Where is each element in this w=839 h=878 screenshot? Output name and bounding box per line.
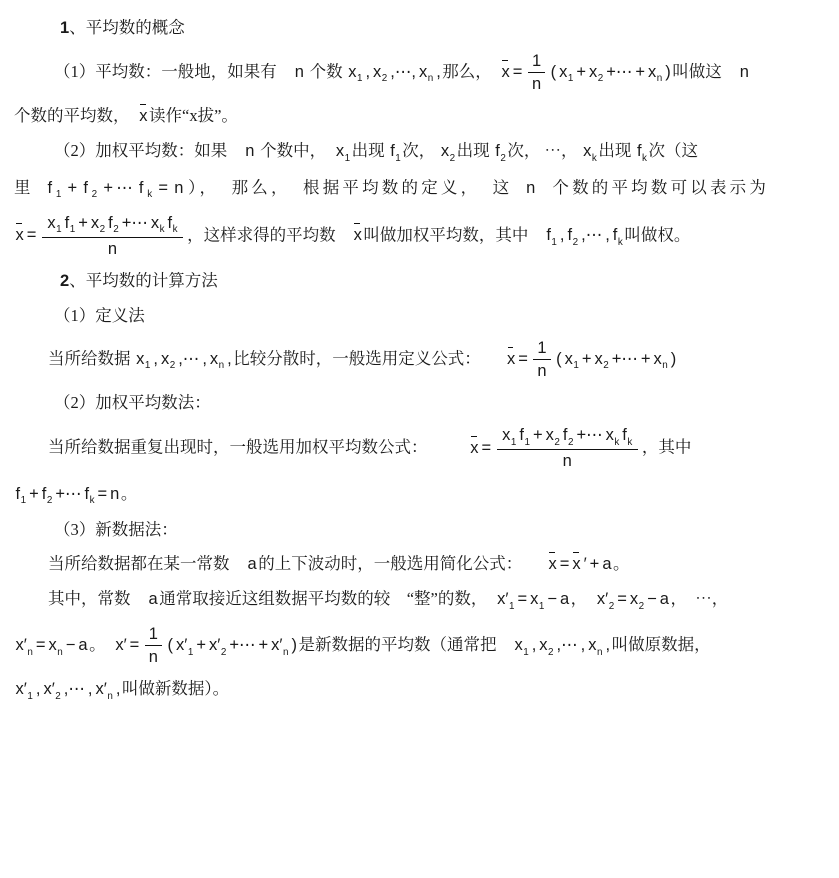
subscript: 1 (344, 152, 351, 164)
text-run: （3）新数据法： (54, 520, 178, 540)
math-token: = (559, 555, 570, 574)
math-run (582, 142, 599, 164)
math-token: + (576, 62, 587, 81)
subscript: n (656, 73, 663, 85)
para-6-line-2 (14, 624, 833, 667)
subscript: 2 (608, 600, 615, 612)
x-bar-symbol: x (470, 437, 478, 461)
subscript: n (57, 646, 63, 658)
math-token: , (35, 680, 41, 699)
math-token: $f_2$ (108, 213, 119, 236)
subscript: 1 (551, 236, 557, 248)
math-token: + (29, 484, 39, 503)
text-run: 个数 (305, 61, 347, 81)
math-token: $x_1$ (335, 142, 351, 164)
math-token: = (617, 590, 627, 609)
math-token: n (294, 62, 304, 81)
math-token: +⋯ (121, 213, 148, 232)
text-run: 。 (120, 483, 138, 503)
text-run: 叫做权。 (624, 225, 691, 245)
math-run (334, 142, 351, 164)
math-token: , (605, 226, 610, 245)
math-token: ( (167, 636, 173, 655)
math-token: $f_2$ (41, 484, 53, 507)
subscript: 2 (572, 236, 579, 248)
text-run: 叫做新数据）。 (121, 679, 230, 699)
text-run: 个数的平均数可以表示为 (540, 177, 770, 197)
math-token: = (129, 636, 140, 655)
math-token: , (365, 62, 371, 81)
math-run (46, 178, 188, 201)
math-token: $x'_1$ (497, 590, 515, 612)
subscript: 2 (169, 360, 176, 372)
subscript: 1 (356, 73, 363, 85)
heading-2 (14, 269, 833, 294)
math-fraction (528, 51, 545, 94)
fraction-denominator: n (107, 239, 118, 258)
math-token: $x'_2$ (596, 590, 615, 612)
subscript: 2 (91, 189, 101, 201)
math-token: − (647, 590, 657, 609)
math-run (500, 51, 672, 93)
math-run (496, 590, 571, 612)
subscript: 2 (597, 73, 604, 85)
text-run: 次， ⋯， (507, 141, 582, 161)
para-2-line-3 (14, 213, 833, 259)
math-token: = (26, 226, 37, 245)
math-token: ) (665, 62, 671, 81)
math-token: = (158, 178, 172, 197)
math-token: n (526, 178, 539, 197)
math-token: − (547, 590, 557, 609)
subscript: 2 (449, 152, 456, 164)
math-token: = (481, 438, 492, 457)
text-run: 。 (89, 635, 114, 655)
math-token: + (532, 426, 543, 445)
math-token: $x'_2$ (43, 680, 61, 702)
text-run: 出现 (598, 141, 636, 161)
math-token: $f_1$ (64, 213, 76, 236)
x-bar-symbol: x (572, 553, 580, 577)
math-run (389, 142, 403, 164)
subscript: n (662, 360, 668, 372)
math-token: = (35, 636, 46, 655)
text-run: （2）加权平均数法： (54, 393, 211, 413)
math-run (244, 142, 256, 160)
document-body (14, 6, 833, 714)
fraction-numerator: 1 (528, 51, 545, 73)
x-bar-symbol: x (354, 224, 362, 248)
math-run (138, 107, 149, 125)
math-run (547, 555, 613, 573)
text-run: 当所给数据 (48, 349, 135, 368)
math-token: n (110, 484, 120, 503)
subscript: 1 (395, 152, 401, 164)
math-token: ,⋯ (556, 636, 578, 655)
text-run: 。 (613, 554, 630, 574)
math-token: $f_2$ (567, 226, 579, 248)
math-token: , (153, 350, 158, 368)
math-token: n (174, 178, 187, 197)
text-run: （1）平均数：一般地，如果有 (54, 61, 294, 81)
text-run: 当所给数据重复出现时，一般选用加权平均数公式： (48, 437, 469, 457)
x-bar-symbol: x (507, 348, 515, 372)
subscript: 1 (523, 646, 529, 658)
math-token: , (559, 226, 565, 245)
math-fraction (145, 624, 162, 667)
math-run (494, 142, 508, 164)
math-token: ,⋯ (63, 680, 85, 699)
subscript: 2 (220, 646, 227, 658)
text-run: 出现 (351, 141, 389, 161)
math-token: , (202, 350, 207, 368)
subscript: 1 (510, 436, 517, 448)
subscript: n (282, 646, 289, 658)
math-token: $x_n$ (209, 350, 225, 372)
math-token: +⋯ (611, 350, 638, 368)
math-run (14, 213, 187, 258)
math-token: , (227, 350, 232, 368)
para-1-line-1 (14, 51, 833, 94)
bold-number: 1 (60, 19, 70, 37)
subscript: k (627, 436, 633, 448)
math-token: ′ (583, 555, 587, 574)
math-token: ) (291, 636, 297, 655)
math-token: $f_k$ (612, 226, 623, 248)
bold-number: 2 (60, 272, 70, 291)
text-run: 叫做这 (672, 61, 739, 81)
subscript: 2 (99, 224, 106, 236)
math-token: + (581, 350, 592, 368)
subscript: 1 (538, 600, 545, 612)
subscript: 1 (20, 495, 27, 507)
math-run (545, 226, 625, 248)
math-token: − (65, 636, 76, 655)
math-token: $x'_2$ (208, 636, 227, 658)
fraction-denominator: n (562, 452, 572, 471)
subscript: n (427, 73, 434, 85)
math-token: ) (670, 350, 677, 368)
subscript: 2 (567, 436, 574, 448)
text-run: ，这样求得的平均数 (187, 225, 353, 245)
para-2-line-1 (14, 139, 833, 166)
math-token: $f_1$ (390, 142, 401, 164)
math-token: $x_2$ (594, 350, 609, 372)
math-token: , (531, 636, 537, 655)
math-token: $f_1$ (546, 226, 557, 248)
math-run (469, 426, 642, 471)
x-bar-symbol: x (16, 224, 24, 248)
text-run: 读作“x拔”。 (149, 106, 238, 126)
math-token: +⋯ (606, 62, 633, 81)
math-token: $f_1$ (47, 178, 65, 201)
math-token: $f_k$ (622, 426, 633, 448)
text-run: ， (570, 589, 596, 609)
math-run (513, 636, 612, 658)
heading-1 (14, 16, 833, 41)
math-run (114, 625, 299, 666)
para-6-line-3 (14, 677, 833, 704)
subscript: k (172, 224, 178, 236)
math-run (506, 339, 678, 380)
text-run: 个数的平均数， (14, 106, 138, 126)
math-token: + (78, 213, 88, 232)
math-run (439, 142, 456, 164)
para-3-line-1 (14, 338, 833, 381)
math-run (14, 484, 121, 507)
text-run: ）， 那么， 根据平均数的定义， 这 (188, 177, 525, 197)
math-token: n (739, 62, 749, 81)
math-token: ,⋯ (581, 226, 603, 245)
text-run: ，其中 (641, 437, 692, 457)
math-token: $f_2$ (562, 426, 574, 448)
subscript: k (642, 152, 647, 164)
text-run: 的上下波动时，一般选用简化公式： (258, 554, 547, 574)
math-token: + (589, 555, 600, 574)
text-run: 是新数据的平均数（通常把 (298, 635, 513, 655)
math-token: $x_2$ (90, 213, 106, 236)
subscript: 1 (187, 646, 194, 658)
text-run: 个数中， (255, 141, 335, 161)
subscript: k (159, 224, 165, 236)
math-token: $x_1$ (564, 350, 579, 372)
math-token: $x_n$ (648, 62, 663, 85)
math-token: $x_1$ (559, 62, 574, 85)
math-token: $f_2$ (83, 178, 101, 201)
math-token: +⋯ (55, 484, 82, 503)
subscript: 2 (113, 224, 119, 236)
subscript: 1 (56, 224, 62, 236)
math-run (347, 62, 443, 85)
math-token: a (602, 555, 612, 574)
subscript: 1 (524, 436, 530, 448)
math-run (635, 142, 648, 164)
para-2-line-2 (14, 176, 833, 203)
para-1-line-2 (14, 104, 833, 129)
subscript: 1 (55, 189, 65, 201)
math-token: + (196, 636, 206, 655)
math-token: $x_n$ (653, 350, 668, 372)
text-run: 那么， (442, 61, 501, 81)
fraction-numerator: 1 (533, 338, 550, 360)
text-run: 比较分散时，一般选用定义公式： (233, 349, 506, 368)
math-token: $x'_n$ (95, 680, 113, 702)
text-run: 叫做加权平均数，其中 (363, 225, 545, 245)
math-fraction (497, 425, 638, 471)
math-token: $x'_1$ (15, 680, 33, 702)
text-run: 出现 (456, 141, 494, 161)
subscript: n (218, 360, 225, 372)
math-token: = (517, 590, 528, 609)
subscript: 2 (381, 73, 388, 85)
math-token: $f_1$ (15, 484, 27, 507)
math-token: a (247, 555, 257, 574)
subscript: k (147, 189, 156, 201)
math-token: $x_2$ (160, 350, 176, 372)
math-token: $x_1$ (348, 62, 363, 85)
math-run (738, 63, 750, 81)
subscript: n (596, 646, 603, 658)
subscript: 2 (55, 690, 61, 702)
math-token: +⋯ (576, 426, 603, 445)
x-bar-symbol: x (139, 105, 147, 129)
text-run: 里 (14, 177, 47, 197)
subscript: 1 (567, 73, 574, 85)
math-token: $x_1$ (502, 426, 517, 448)
x-bar-symbol: x (548, 553, 556, 577)
subscript: k (89, 495, 95, 507)
text-run: 通常取接近这组数据平均数的较 “整”的数， (159, 589, 496, 609)
math-token: $x'_n$ (271, 636, 289, 658)
math-token: $x_2$ (629, 590, 645, 612)
fraction-numerator (42, 213, 183, 238)
subscript: 2 (603, 360, 609, 372)
math-token: $x_n$ (588, 636, 603, 658)
math-token: $x_k$ (150, 213, 165, 236)
math-token: $x_1$ (136, 350, 151, 372)
math-token: a (559, 590, 570, 609)
text-run: 、平均数的概念 (69, 18, 185, 37)
para-5-heading (14, 518, 833, 542)
fraction-denominator: n (148, 647, 158, 666)
math-fraction (533, 338, 550, 381)
math-token: a (148, 590, 158, 609)
math-token: ,⋯, (390, 62, 416, 81)
math-token: , (436, 62, 441, 81)
para-6-line-1 (14, 587, 833, 614)
subscript: k (617, 236, 623, 248)
math-token: ( (556, 350, 562, 368)
fraction-denominator: n (537, 361, 547, 380)
para-5-line-1 (14, 552, 833, 577)
math-token: $x_1$ (530, 590, 545, 612)
math-token: $f_1$ (519, 426, 530, 448)
text-run: （2）加权平均数：如果 (54, 141, 244, 161)
math-token: + (67, 178, 81, 197)
math-token: n (245, 142, 255, 161)
math-token: + (635, 62, 646, 81)
math-token: $f_k$ (138, 178, 156, 201)
math-token: a (659, 590, 669, 609)
text-run: 当所给数据都在某一常数 (48, 554, 246, 574)
math-run (14, 680, 122, 702)
math-token: + (258, 636, 269, 655)
math-token: = (512, 62, 523, 81)
math-token: $x_n$ (418, 62, 434, 85)
math-token: $x_k$ (605, 426, 620, 448)
math-token: +⋯ (229, 636, 256, 655)
math-run (595, 590, 670, 612)
x-bar-symbol: x (502, 61, 510, 85)
subscript: 1 (69, 224, 76, 236)
fraction-numerator (497, 425, 638, 450)
subscript: 2 (638, 600, 645, 612)
subscript: 1 (508, 600, 515, 612)
math-token: $f_k$ (167, 213, 178, 236)
subscript: 2 (46, 495, 53, 507)
math-token: $x_2$ (373, 62, 388, 85)
para-3-heading (14, 304, 833, 328)
math-token: $f_k$ (84, 484, 95, 507)
math-token: $x_1$ (47, 213, 62, 236)
math-token: x′ (115, 636, 127, 655)
math-token: a (78, 636, 88, 655)
math-run (246, 555, 258, 573)
math-token: $f_k$ (636, 142, 647, 164)
text-run: 叫做原数据， (611, 635, 711, 655)
subscript: 2 (554, 436, 560, 448)
math-token: , (605, 636, 611, 655)
math-token: ,⋯ (178, 350, 200, 368)
math-token: $x_n$ (48, 636, 63, 658)
subscript: k (614, 436, 620, 448)
subscript: 1 (27, 690, 33, 702)
text-run: 次（这 (648, 141, 698, 161)
math-token: = (518, 350, 528, 368)
fraction-denominator: n (531, 74, 542, 93)
math-token: $x_k$ (583, 142, 597, 164)
math-run (135, 350, 234, 372)
math-token: $x_2$ (545, 426, 560, 448)
math-fraction (42, 213, 183, 259)
fraction-numerator: 1 (145, 624, 162, 646)
text-run: ， ⋯， (670, 589, 729, 609)
text-run: 其中，常数 (48, 589, 147, 609)
math-token: , (580, 636, 586, 655)
math-token: $x'_n$ (15, 636, 33, 658)
math-token: , (87, 680, 93, 699)
math-token: +⋯ (103, 178, 136, 197)
para-4-heading (14, 391, 833, 415)
math-token: $x_2$ (589, 62, 604, 85)
math-token: + (640, 350, 651, 368)
math-run (352, 226, 363, 244)
text-run: 次， (402, 141, 440, 161)
math-run (293, 63, 305, 81)
para-4-line-2 (14, 482, 833, 509)
math-token: $x_1$ (514, 636, 529, 658)
math-token: , (115, 680, 121, 699)
subscript: 2 (548, 646, 554, 658)
subscript: 2 (500, 152, 506, 164)
subscript: 1 (573, 360, 579, 372)
math-run (14, 636, 89, 658)
text-run: 、平均数的计算方法 (69, 271, 218, 291)
math-run (147, 590, 159, 608)
subscript: 1 (144, 360, 151, 372)
subscript: k (591, 152, 597, 164)
math-token: $x_2$ (539, 636, 554, 658)
math-token: $x'_1$ (175, 636, 194, 658)
math-run (525, 179, 540, 197)
subscript: n (107, 690, 113, 702)
subscript: n (27, 646, 33, 658)
math-token: = (97, 484, 108, 503)
math-token: ( (550, 62, 557, 81)
math-token: $x_2$ (440, 142, 456, 164)
text-run: （1）定义法 (54, 306, 145, 326)
math-token: $f_2$ (495, 142, 506, 164)
para-4-line-1 (14, 425, 833, 471)
